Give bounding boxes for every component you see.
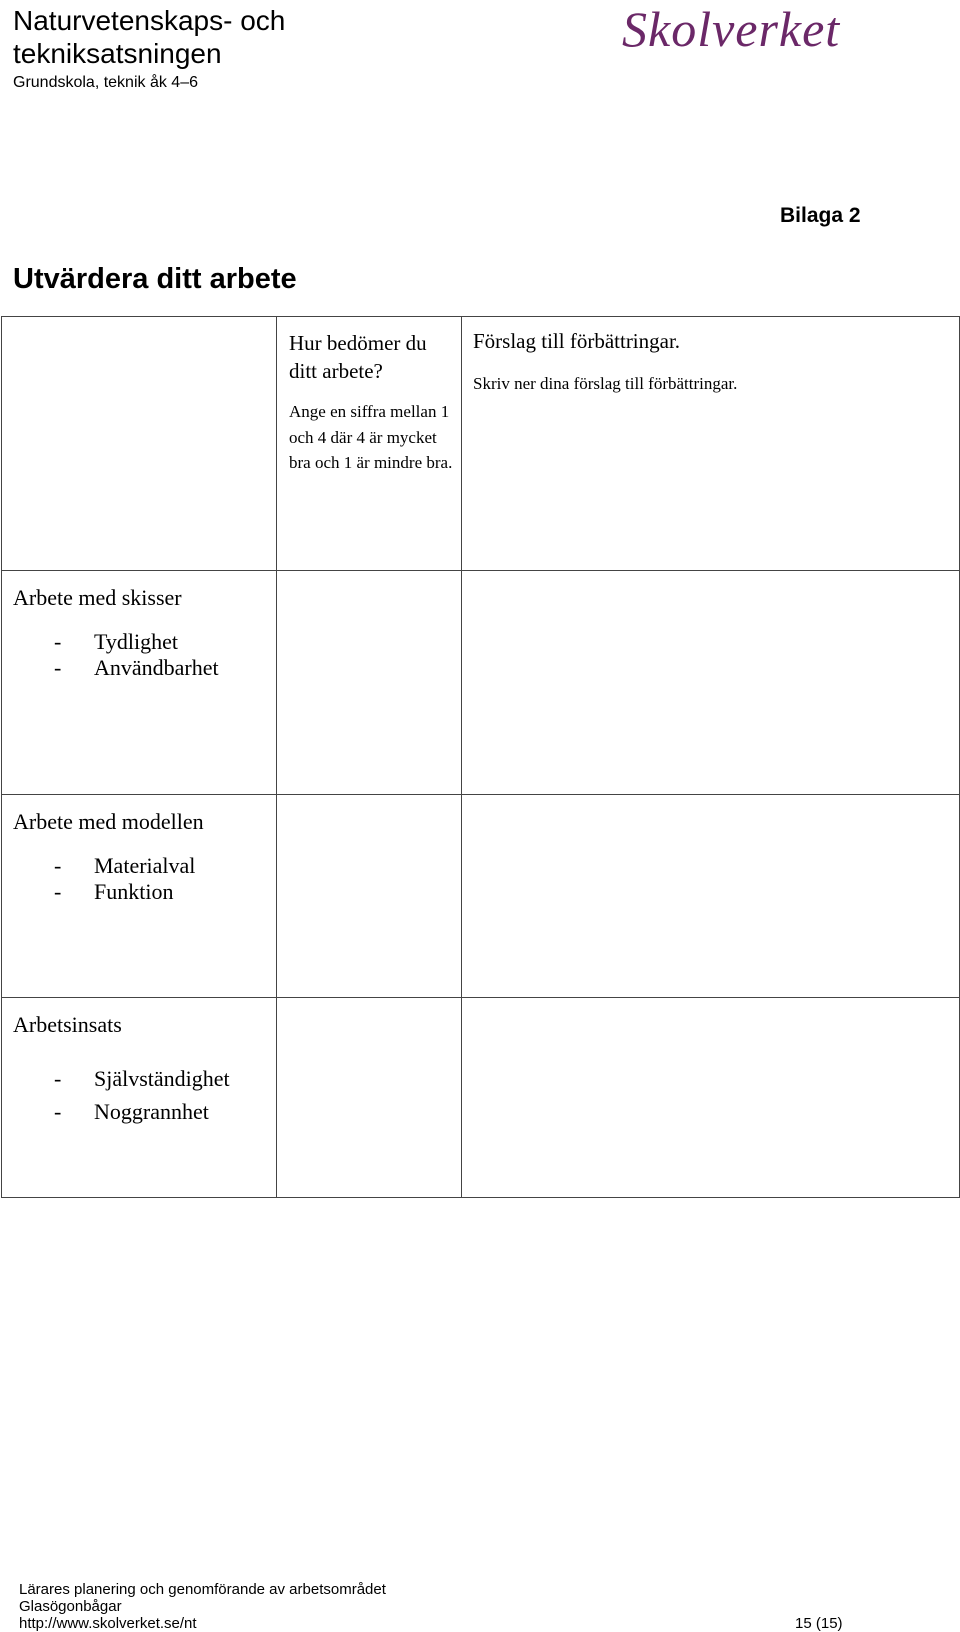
bullet-dash: - [54,1099,62,1124]
table-row [2,571,960,795]
bullet-dash: - [54,879,62,904]
item-label: Materialval [94,853,196,878]
score-input-cell[interactable] [277,998,462,1198]
item-label: Tydlighet [94,629,179,654]
suggestions-instructions: Skriv ner dina förslag till förbättringar. [473,374,738,393]
item-label: Självständighet [94,1066,230,1091]
score-input-cell[interactable] [277,795,462,998]
score-input-cell[interactable] [277,571,462,795]
page-title: Utvärdera ditt arbete [13,263,297,295]
list-item [54,1095,276,1128]
list-item [54,853,276,879]
footer-url[interactable]: http://www.skolverket.se/nt [19,1615,197,1632]
bullet-dash: - [54,853,62,878]
bullet-dash: - [54,629,62,654]
program-title: Naturvetenskaps- och tekniksatsningen [13,5,286,69]
score-header-cell [277,317,462,571]
attachment-label: Bilaga 2 [780,204,861,227]
list-item [54,879,276,905]
criteria-cell [2,571,277,795]
program-subtitle: Grundskola, teknik åk 4–6 [13,74,198,91]
suggestions-input-cell[interactable] [462,571,960,795]
row-title: Arbete med skisser [13,585,182,610]
table-row [2,795,960,998]
empty-header-cell [2,317,277,571]
item-label: Funktion [94,879,174,904]
footer-line-1: Lärares planering och genomförande av arbetsområdet [19,1581,386,1598]
criteria-list [2,835,276,905]
footer-line-2: Glasögonbågar [19,1598,122,1615]
criteria-cell [2,795,277,998]
footer [19,1581,386,1632]
list-item [54,629,276,655]
table-row [2,998,960,1198]
evaluation-table [1,316,960,1198]
score-instructions: Ange en siffra mellan 1 och 4 där 4 är mycket bra och 1 är mindre bra. [289,402,453,472]
suggestions-input-cell[interactable] [462,998,960,1198]
skolverket-logo: Skolverket [622,1,841,57]
score-heading: Hur bedömer du ditt arbete? [289,331,427,383]
list-item [54,655,276,681]
row-title: Arbetsinsats [13,1012,122,1037]
bullet-dash: - [54,1066,62,1091]
suggestions-input-cell[interactable] [462,795,960,998]
criteria-list [2,611,276,681]
suggestions-heading: Förslag till förbättringar. [473,329,681,353]
list-item [54,1062,276,1095]
criteria-cell [2,998,277,1198]
criteria-list [2,1038,276,1128]
table-header-row [2,317,960,571]
row-title: Arbete med modellen [13,809,204,834]
suggestions-header-cell [462,317,960,571]
item-label: Användbarhet [94,655,219,680]
page-number: 15 (15) [795,1615,843,1632]
item-label: Noggrannhet [94,1099,209,1124]
bullet-dash: - [54,655,62,680]
